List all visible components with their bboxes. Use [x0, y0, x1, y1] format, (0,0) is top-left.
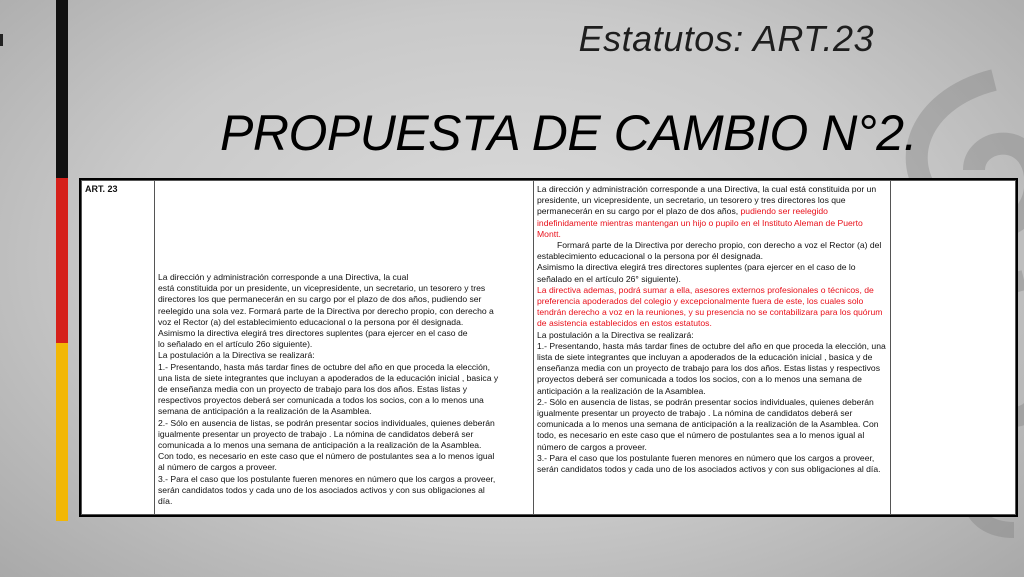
article-label-cell: [82, 181, 155, 515]
proposal-change-paragraph: La directiva ademas, podrá sumar a ella, asesores externos profesionales o técnicos, de preferencia apoderados del colegio y excepcionalmente fuera de este, los cuales solo tendrán derecho a voz en la reuniones, y su presencia no se contabilizara para los quórum de asistencia establecidos en estos estatutos.: [537, 284, 883, 329]
original-line: 3.- Para el caso que los postulante fueren menores en número que los cargos a proveer,: [158, 473, 496, 484]
original-line: Con todo, es necesario en este caso que el número de postulantes sea a lo menos igual: [158, 451, 495, 462]
proposal-paragraph: [537, 184, 887, 240]
original-line: voz el Rector (a) del establecimiento educacional o la persona por él designada.: [158, 316, 464, 327]
proposal-text: La dirección y administración corresponde a una Directiva, la cual está constituida por un presidente, un vicepresidente, un secretario, un tesorero y tres directores los que permanecerán en su cargo por el plazo de dos años,: [537, 184, 877, 217]
original-line: 1.- Presentando, hasta más tardar fines de octubre del año en que proceda la elección,: [158, 361, 491, 372]
original-text: [158, 272, 530, 507]
original-line: directores los que permanecerán en su cargo por el plazo de dos años, pudiendo ser: [158, 294, 482, 305]
original-line: semana de anticipación a la realización de la Asamblea.: [158, 406, 372, 417]
original-line: lo señalado en el artículo 26o siguiente).: [158, 339, 313, 350]
original-line: al número de cargos a proveer.: [158, 462, 277, 473]
proposal-paragraph: 3.- Para el caso que los postulante fueren menores en número que los cargos a proveer, serán candidatos todos y cada uno de los asociados activos y con sus obligaciones al día.: [537, 452, 881, 475]
proposal-paragraph: La postulación a la Directiva se realizará:: [537, 329, 694, 340]
flag-black-band: [56, 0, 68, 178]
table-row: [82, 181, 1016, 515]
proposal-paragraph: 2.- Sólo en ausencia de listas, se podrán presentar socios individuales, quienes deberán igualmente presentar un proyecto de trabajo . La nómina de candidatos deberá ser comunicada a lo menos una semana de anticipación a la realización de la Asamblea. Con todo, es necesario en este caso que el número de postulantes sea a lo menos igual al número de cargos a proveer.: [537, 396, 879, 452]
original-line: está constituida por un presidente, un vicepresidente, un secretario, un tesorero y tres: [158, 283, 486, 294]
proposal-change-text: pudiendo ser reelegido indefinidamente mientras mantengan un hijo o pupilo en el Instituto Aleman de Puerto Montt.: [537, 206, 863, 239]
statute-comparison-document: [79, 178, 1018, 517]
original-line: reelegido una sola vez. Formará parte de la Directiva por derecho propio, con derecho a: [158, 305, 494, 316]
article-label: ART. 23: [85, 184, 118, 194]
original-line: La dirección y administración corresponde a una Directiva, la cual: [158, 272, 409, 282]
edge-marker: [0, 34, 3, 46]
empty-notes-cell: [891, 181, 1016, 515]
original-text-cell: [155, 181, 534, 515]
original-line: La postulación a la Directiva se realizará:: [158, 350, 315, 361]
proposal-paragraph: Asimismo la directiva elegirá tres directores suplentes (para ejercer en el caso de lo señalado en el artículo 26° siguiente).: [537, 262, 856, 284]
slide-subtitle: Estatutos: ART.23: [578, 18, 874, 59]
flag-red-band: [56, 178, 68, 343]
original-line: día.: [158, 496, 173, 507]
proposal-paragraph: Formará parte de la Directiva por derecho propio, con derecho a voz el Rector (a) del establecimiento educacional o la persona por él designada.: [537, 240, 882, 262]
original-line: serán candidatos todos y cada uno de los asociados activos y con sus obligaciones al: [158, 484, 485, 495]
original-line: de enseñanza media con un proyecto de trabajo para los dos años. Estas listas y: [158, 384, 468, 395]
original-line: Asimismo la directiva elegirá tres directores suplentes (para ejercer en el caso de: [158, 328, 468, 339]
original-line: una lista de siete integrantes que incluyan a apoderados de la educación inicial , basica y: [158, 372, 499, 383]
proposal-paragraph: 1.- Presentando, hasta más tardar fines de octubre del año en que proceda la elección, una lista de siete integrantes que incluyan a apoderados de la educación inicial , basica y de enseñanza media con un proyecto de trabajo para los dos años. Estas listas y respectivos proyectos deberá ser comunicada a todos los socios, con a lo menos una semana de anticipación a la realización de la Asamblea.: [537, 340, 886, 396]
proposal-text-cell: [534, 181, 891, 515]
original-line: comunicada a lo menos una semana de anticipación a la realización de la Asamblea.: [158, 440, 482, 451]
original-line: respectivos proyectos deberá ser comunicada a todos los socios, con a lo menos una: [158, 395, 484, 406]
flag-stripe: [56, 0, 68, 521]
flag-gold-band: [56, 343, 68, 521]
comparison-table: [81, 180, 1016, 515]
original-line: 2.- Sólo en ausencia de listas, se podrán presentar socios individuales, quienes deberán: [158, 417, 495, 428]
slide-title: PROPUESTA DE CAMBIO N°2.: [220, 105, 918, 161]
original-line: igualmente presentar un proyecto de trabajo . La nómina de candidatos deberá ser: [158, 428, 474, 439]
